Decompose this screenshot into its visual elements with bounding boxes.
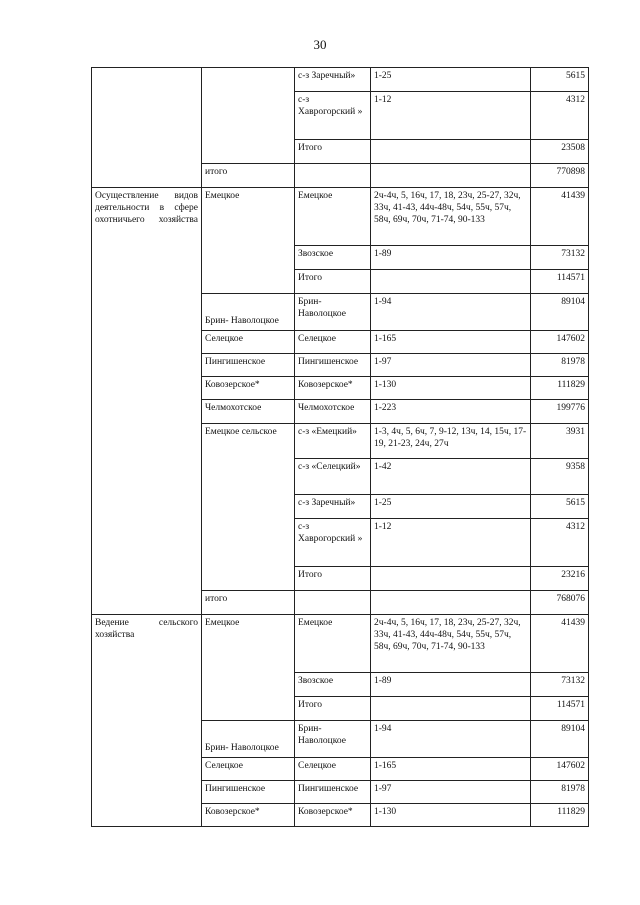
quarters-cell: 1-165 [371, 331, 531, 354]
quarters-cell: 1-130 [371, 377, 531, 400]
area-cell: 81978 [531, 354, 589, 377]
area-cell: 41439 [531, 615, 589, 673]
forestry-cell: Селецкое [295, 331, 371, 354]
area-cell: 111829 [531, 804, 589, 827]
district-cell: Пингишенское [202, 781, 295, 804]
forestry-cell: Ковозерское* [295, 377, 371, 400]
quarters-cell: 1-130 [371, 804, 531, 827]
table-row [92, 68, 589, 92]
forestry-cell [295, 591, 371, 615]
forestry-cell: Брин- Наволоцкое [295, 294, 371, 331]
forestry-cell: Итого [295, 567, 371, 591]
quarters-cell [371, 270, 531, 294]
district-cell: Пингишенское [202, 354, 295, 377]
area-cell: 5615 [531, 68, 589, 92]
forestry-cell: с-з Хаврогорский » [295, 92, 371, 140]
quarters-cell [371, 567, 531, 591]
quarters-cell: 1-12 [371, 519, 531, 567]
area-cell: 89104 [531, 721, 589, 758]
area-cell: 73132 [531, 673, 589, 697]
quarters-cell: 1-89 [371, 673, 531, 697]
forestry-cell: с-з «Селецкий» [295, 459, 371, 495]
area-cell: 111829 [531, 377, 589, 400]
area-cell: 114571 [531, 697, 589, 721]
quarters-cell: 1-97 [371, 781, 531, 804]
quarters-cell: 1-97 [371, 354, 531, 377]
forestry-cell: Брин- Наволоцкое [295, 721, 371, 758]
area-cell: 114571 [531, 270, 589, 294]
quarters-cell: 2ч-4ч, 5, 16ч, 17, 18, 23ч, 25-27, 32ч, 33ч, 41-43, 44ч-48ч, 54ч, 55ч, 57ч, 58ч, 69ч, 70ч, 71-74, 90-133 [371, 188, 531, 246]
forestry-cell: Звозское [295, 246, 371, 270]
area-cell: 9358 [531, 459, 589, 495]
quarters-cell: 1-42 [371, 459, 531, 495]
area-cell: 41439 [531, 188, 589, 246]
forestry-cell: Селецкое [295, 758, 371, 781]
forestry-cell: Итого [295, 697, 371, 721]
area-cell: 147602 [531, 758, 589, 781]
district-cell: итого [202, 591, 295, 615]
district-cell: Емецкое сельское [202, 424, 295, 591]
area-cell: 768076 [531, 591, 589, 615]
district-cell: Ковозерское* [202, 377, 295, 400]
quarters-cell: 1-25 [371, 495, 531, 519]
quarters-cell: 1-165 [371, 758, 531, 781]
forestry-cell: Итого [295, 140, 371, 164]
quarters-cell: 1-89 [371, 246, 531, 270]
area-cell: 770898 [531, 164, 589, 188]
forestry-cell [295, 164, 371, 188]
district-cell: Челмохотское [202, 400, 295, 424]
district-cell: Емецкое [202, 188, 295, 294]
area-cell: 147602 [531, 331, 589, 354]
district-cell: Емецкое [202, 615, 295, 721]
area-cell: 3931 [531, 424, 589, 459]
table-row [92, 615, 589, 673]
forestry-cell: Ковозерское* [295, 804, 371, 827]
forestry-cell: Пингишенское [295, 781, 371, 804]
quarters-cell: 1-94 [371, 721, 531, 758]
area-cell: 4312 [531, 92, 589, 140]
quarters-cell: 1-94 [371, 294, 531, 331]
quarters-cell: 1-3, 4ч, 5, 6ч, 7, 9-12, 13ч, 14, 15ч, 17-19, 21-23, 24ч, 27ч [371, 424, 531, 459]
area-cell: 23216 [531, 567, 589, 591]
forestry-cell: Емецкое [295, 615, 371, 673]
quarters-cell [371, 591, 531, 615]
area-cell: 4312 [531, 519, 589, 567]
forestry-cell: с-з «Емецкий» [295, 424, 371, 459]
area-cell: 73132 [531, 246, 589, 270]
quarters-cell: 1-223 [371, 400, 531, 424]
forestry-cell: Пингишенское [295, 354, 371, 377]
forest-area-table [91, 67, 589, 827]
activity-cell [92, 68, 202, 188]
district-cell: итого [202, 164, 295, 188]
forestry-cell: Звозское [295, 673, 371, 697]
area-cell: 199776 [531, 400, 589, 424]
activity-cell: Ведение сельского хозяйства [92, 615, 202, 827]
district-cell: Селецкое [202, 758, 295, 781]
page-number: 30 [313, 37, 327, 52]
district-cell: Ковозерское* [202, 804, 295, 827]
forestry-cell: Итого [295, 270, 371, 294]
quarters-cell [371, 140, 531, 164]
district-cell [202, 68, 295, 164]
district-cell: Брин- Наволоцкое [202, 294, 295, 331]
area-cell: 5615 [531, 495, 589, 519]
quarters-cell [371, 697, 531, 721]
forestry-cell: Емецкое [295, 188, 371, 246]
area-cell: 89104 [531, 294, 589, 331]
quarters-cell: 2ч-4ч, 5, 16ч, 17, 18, 23ч, 25-27, 32ч, 33ч, 41-43, 44ч-48ч, 54ч, 55ч, 57ч, 58ч, 69ч, 70ч, 71-74, 90-133 [371, 615, 531, 673]
district-cell: Брин- Наволоцкое [202, 721, 295, 758]
table-row [92, 188, 589, 246]
forestry-cell: с-з Заречный» [295, 495, 371, 519]
quarters-cell: 1-12 [371, 92, 531, 140]
district-cell: Селецкое [202, 331, 295, 354]
area-cell: 23508 [531, 140, 589, 164]
activity-cell: Осуществление видов деятельности в сфере охотничьего хозяйства [92, 188, 202, 615]
area-cell: 81978 [531, 781, 589, 804]
forestry-cell: с-з Хаврогорский » [295, 519, 371, 567]
forestry-cell: Челмохотское [295, 400, 371, 424]
quarters-cell [371, 164, 531, 188]
forestry-cell: с-з Заречный» [295, 68, 371, 92]
quarters-cell: 1-25 [371, 68, 531, 92]
